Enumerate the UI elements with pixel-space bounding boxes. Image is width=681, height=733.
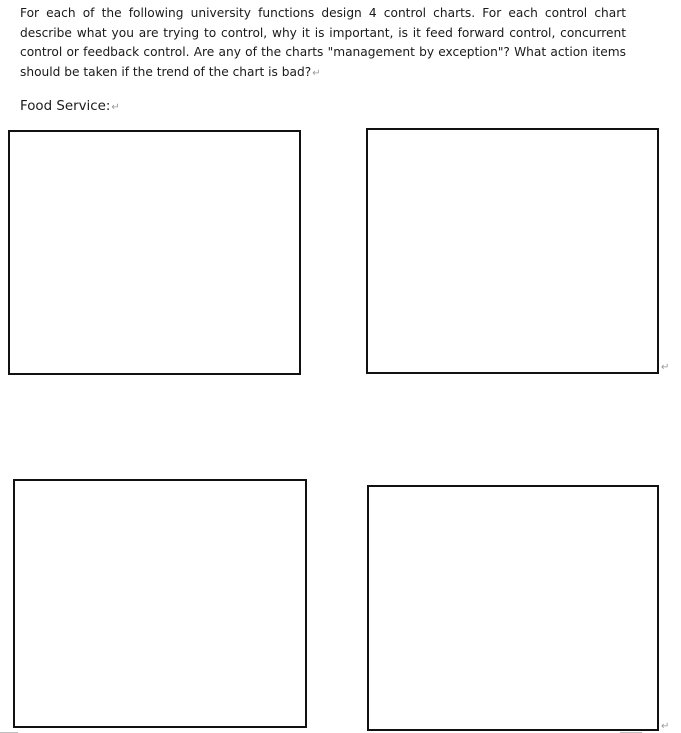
- paragraph-mark-icon: ↵: [111, 102, 120, 113]
- section-heading-text: Food Service:: [20, 99, 111, 114]
- section-heading: [20, 98, 120, 117]
- paragraph-mark-icon: ↵: [661, 362, 670, 373]
- instructions-text: For each of the following university functions design 4 control charts. For each control chart describe what you are trying to control, why it is important, is it feed forward control, concurrent control or feedback control. Are any of the charts "management by exception"? What action items should be taken if the trend of the chart is bad?: [20, 6, 626, 79]
- instructions-paragraph: [20, 4, 626, 83]
- control-chart-box-2: [366, 128, 659, 374]
- paragraph-mark-icon: ↵: [312, 67, 321, 79]
- control-chart-box-4: [367, 485, 659, 731]
- control-chart-box-3: [13, 479, 307, 728]
- paragraph-mark-icon: ↵: [661, 721, 670, 732]
- control-chart-box-1: [8, 130, 301, 375]
